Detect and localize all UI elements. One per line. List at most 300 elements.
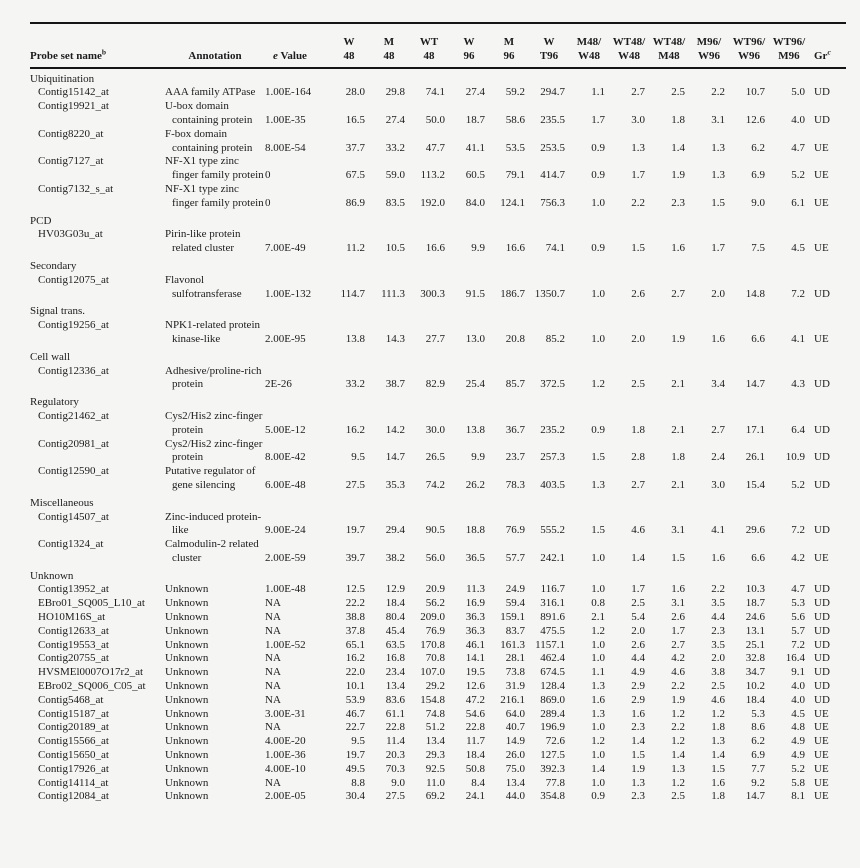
table-row [30, 694, 846, 708]
evalue-cell: 1.00E-48 [265, 583, 306, 596]
expression-value-cell: 111.3 [381, 287, 405, 300]
expression-value-cell: 14.9 [505, 735, 525, 748]
expression-value-cell: 4.0 [791, 113, 805, 126]
annotation-cell: Unknown [165, 735, 209, 748]
expression-value-cell: 18.4 [465, 749, 485, 762]
evalue-cell: 2E-26 [265, 378, 292, 391]
table-row [30, 538, 846, 566]
probe-set-name: Contig5468_at [38, 693, 104, 706]
expression-value-cell: 90.5 [425, 524, 445, 537]
expression-value-cell: 12.6 [465, 680, 485, 693]
table-row [30, 319, 846, 347]
expression-value-cell: 4.9 [791, 735, 805, 748]
probe-set-name: Contig15187_at [38, 707, 109, 720]
section-label: Unknown [30, 569, 74, 582]
expression-value-cell: 2.5 [631, 597, 645, 610]
expression-value-cell: 16.2 [345, 652, 365, 665]
expression-value-cell: 16.5 [345, 113, 365, 126]
expression-value-cell: 3.8 [711, 666, 725, 679]
expression-value-cell: 32.8 [745, 652, 765, 665]
expression-value-cell: 1.0 [591, 551, 605, 564]
expression-value-cell: 22.8 [385, 721, 405, 734]
probe-set-name: EBro02_SQ006_C05_at [38, 680, 146, 693]
table-row [30, 777, 846, 791]
expression-value-cell: 38.8 [345, 611, 365, 624]
expression-value-cell: 31.9 [505, 680, 525, 693]
annotation-cell: Unknown [165, 721, 209, 734]
expression-value-cell: 154.8 [420, 693, 445, 706]
section-row [30, 68, 846, 87]
expression-value-cell: 35.3 [385, 478, 405, 491]
expression-value-cell: 2.9 [631, 693, 645, 706]
expression-value-cell: 59.0 [385, 169, 405, 182]
section-row [30, 256, 846, 274]
expression-value-cell: 10.1 [345, 680, 365, 693]
expression-value-cell: 1.4 [631, 735, 645, 748]
expression-value-cell: 1.6 [671, 242, 685, 255]
expression-value-cell: 1.5 [671, 551, 685, 564]
expression-value-cell: 0.9 [591, 423, 605, 436]
column-header-w96: W 96 [463, 36, 475, 62]
expression-value-cell: 29.8 [385, 86, 405, 99]
expression-value-cell: 37.8 [345, 624, 365, 637]
expression-value-cell: 9.1 [791, 666, 805, 679]
expression-value-cell: 1.6 [711, 551, 725, 564]
expression-value-cell: 1.5 [631, 242, 645, 255]
group-cell: UD [814, 693, 830, 706]
group-cell: UE [814, 196, 829, 209]
evalue-cell: 0 [265, 196, 271, 209]
expression-value-cell: 2.4 [711, 451, 725, 464]
paper-table-region [30, 22, 836, 804]
expression-value-cell: 159.1 [500, 611, 525, 624]
expression-value-cell: 1.5 [591, 451, 605, 464]
expression-value-cell: 1.6 [711, 776, 725, 789]
expression-value-cell: 6.6 [751, 332, 765, 345]
expression-value-cell: 13.4 [505, 776, 525, 789]
expression-value-cell: 56.0 [425, 551, 445, 564]
section-row [30, 566, 846, 584]
expression-value-cell: 2.0 [631, 624, 645, 637]
expression-value-cell: 11.0 [426, 776, 445, 789]
section-label: Miscellaneous [30, 496, 94, 509]
expression-value-cell: 91.5 [465, 287, 485, 300]
table-row [30, 128, 846, 156]
expression-value-cell: 17.1 [745, 423, 765, 436]
expression-value-cell: 1.2 [711, 707, 725, 720]
column-header-wt96w96: WT96/ W96 [732, 36, 766, 62]
column-header-w48: W 48 [343, 36, 355, 62]
evalue-cell: NA [265, 597, 281, 610]
expression-value-cell: 161.3 [500, 638, 525, 651]
expression-value-cell: 18.8 [465, 524, 485, 537]
table-row [30, 511, 846, 539]
expression-value-cell: 114.7 [340, 287, 365, 300]
probe-set-name: Contig12075_at [38, 273, 109, 286]
expression-value-cell: 20.3 [385, 749, 405, 762]
column-header-wt48m48: WT48/ M48 [652, 36, 686, 62]
section-row [30, 347, 846, 365]
expression-value-cell: 1.7 [591, 113, 605, 126]
group-cell: UE [814, 707, 829, 720]
evalue-cell: 4.00E-20 [265, 735, 306, 748]
expression-value-cell: 11.7 [466, 735, 485, 748]
column-header-probe-set-name: Probe set name$^b$ [30, 47, 107, 62]
group-cell: UD [814, 666, 830, 679]
expression-value-cell: 9.0 [751, 196, 765, 209]
expression-value-cell: 25.4 [465, 378, 485, 391]
expression-value-cell: 64.0 [505, 707, 525, 720]
expression-value-cell: 27.5 [345, 478, 365, 491]
expression-value-cell: 76.9 [425, 624, 445, 637]
expression-value-cell: 3.5 [711, 638, 725, 651]
expression-value-cell: 39.7 [345, 551, 365, 564]
expression-value-cell: 73.8 [505, 666, 525, 679]
expression-value-cell: 59.4 [505, 597, 525, 610]
expression-value-cell: 1.3 [631, 776, 645, 789]
probe-set-name: HO10M16S_at [38, 611, 106, 624]
expression-value-cell: 60.5 [465, 169, 485, 182]
expression-value-cell: 1.3 [671, 762, 685, 775]
column-header-gr: Gr$^c$ [814, 47, 831, 62]
expression-value-cell: 1.4 [711, 749, 725, 762]
expression-value-cell: 28.0 [345, 86, 365, 99]
evalue-cell: 4.00E-10 [265, 762, 306, 775]
expression-value-cell: 70.8 [425, 652, 445, 665]
evalue-cell: 2.00E-05 [265, 790, 306, 803]
expression-value-cell: 16.6 [505, 242, 525, 255]
expression-value-cell: 1.0 [591, 196, 605, 209]
expression-value-cell: 2.9 [631, 680, 645, 693]
expression-value-cell: 10.2 [745, 680, 765, 693]
group-cell: UE [814, 332, 829, 345]
expression-value-cell: 1.6 [711, 332, 725, 345]
expression-value-cell: 6.2 [751, 141, 765, 154]
expression-value-cell: 5.4 [631, 611, 645, 624]
expression-value-cell: 2.0 [631, 332, 645, 345]
table-row [30, 790, 846, 804]
expression-value-cell: 316.1 [540, 597, 565, 610]
expression-value-cell: 34.7 [745, 666, 765, 679]
expression-value-cell: 3.1 [671, 524, 685, 537]
table-row [30, 611, 846, 625]
expression-value-cell: 59.2 [505, 86, 525, 99]
expression-value-cell: 1.3 [591, 478, 605, 491]
annotation-cell: Unknown [165, 638, 209, 651]
expression-value-cell: 2.7 [671, 638, 685, 651]
expression-value-cell: 4.6 [671, 666, 685, 679]
expression-value-cell: 113.2 [420, 169, 445, 182]
expression-value-cell: 4.2 [791, 551, 805, 564]
expression-value-cell: 2.2 [671, 680, 685, 693]
group-cell: UE [814, 551, 829, 564]
expression-value-cell: 54.6 [465, 707, 485, 720]
expression-value-cell: 9.5 [351, 735, 365, 748]
expression-value-cell: 0.9 [591, 169, 605, 182]
expression-value-cell: 74.1 [425, 86, 445, 99]
expression-value-cell: 1.5 [711, 196, 725, 209]
expression-value-cell: 53.9 [345, 693, 365, 706]
annotation-cell: Unknown [165, 790, 209, 803]
group-cell: UD [814, 624, 830, 637]
expression-value-cell: 5.6 [791, 611, 805, 624]
expression-value-cell: 0.9 [591, 790, 605, 803]
table-row [30, 183, 846, 211]
expression-value-cell: 294.7 [540, 86, 565, 99]
evalue-cell: 6.00E-48 [265, 478, 306, 491]
section-row [30, 493, 846, 511]
probe-set-name: Contig15650_at [38, 749, 109, 762]
expression-value-cell: 1.2 [671, 776, 685, 789]
expression-value-cell: 257.3 [540, 451, 565, 464]
expression-value-cell: 1.0 [591, 776, 605, 789]
expression-value-cell: 674.5 [540, 666, 565, 679]
group-cell: UE [814, 141, 829, 154]
expression-value-cell: 1.7 [671, 624, 685, 637]
expression-value-cell: 4.3 [791, 378, 805, 391]
expression-value-cell: 1.8 [631, 423, 645, 436]
probe-set-name: Contig14114_at [38, 776, 109, 789]
evalue-cell: 8.00E-54 [265, 141, 306, 154]
expression-value-cell: 1.8 [671, 451, 685, 464]
expression-value-cell: 7.2 [791, 287, 805, 300]
expression-value-cell: 26.2 [465, 478, 485, 491]
expression-value-cell: 14.7 [745, 790, 765, 803]
expression-value-cell: 13.0 [465, 332, 485, 345]
expression-value-cell: 47.2 [465, 693, 485, 706]
expression-value-cell: 4.1 [791, 332, 805, 345]
expression-value-cell: 40.7 [505, 721, 525, 734]
probe-set-name: Contig7132_s_at [38, 182, 114, 195]
group-cell: UE [814, 735, 829, 748]
evalue-cell: 1.00E-36 [265, 749, 306, 762]
expression-value-cell: 1.3 [591, 680, 605, 693]
group-cell: UE [814, 776, 829, 789]
expression-value-cell: 5.8 [791, 776, 805, 789]
expression-value-cell: 5.0 [791, 86, 805, 99]
column-header-annotation: Annotation [188, 49, 242, 62]
probe-set-name: Contig1324_at [38, 538, 104, 551]
expression-value-cell: 15.4 [745, 478, 765, 491]
expression-value-cell: 19.5 [465, 666, 485, 679]
expression-value-cell: 29.6 [745, 524, 765, 537]
expression-value-cell: 2.3 [631, 721, 645, 734]
expression-value-cell: 5.2 [791, 478, 805, 491]
expression-value-cell: 1.3 [711, 735, 725, 748]
evalue-cell: NA [265, 666, 281, 679]
expression-value-cell: 77.8 [545, 776, 565, 789]
expression-value-cell: 462.4 [540, 652, 565, 665]
expression-value-cell: 2.3 [711, 624, 725, 637]
expression-value-cell: 1.6 [591, 693, 605, 706]
column-header-m48w48: M48/ W48 [576, 36, 602, 62]
expression-value-cell: 10.9 [785, 451, 805, 464]
expression-value-cell: 19.7 [345, 524, 365, 537]
probe-set-name: HVSMEl0007O17r2_at [38, 666, 144, 679]
expression-value-cell: 2.2 [671, 721, 685, 734]
table-row [30, 465, 846, 493]
expression-value-cell: 209.0 [420, 611, 445, 624]
group-cell: UD [814, 680, 830, 693]
evalue-cell: NA [265, 693, 281, 706]
evalue-cell: NA [265, 652, 281, 665]
expression-value-cell: 116.7 [540, 583, 565, 596]
expression-value-cell: 1.2 [591, 624, 605, 637]
expression-value-cell: 4.6 [631, 524, 645, 537]
expression-value-cell: 79.1 [505, 169, 525, 182]
table-row [30, 438, 846, 466]
section-label: Cell wall [30, 350, 71, 363]
table-row [30, 228, 846, 256]
table-row [30, 735, 846, 749]
expression-value-cell: 5.7 [791, 624, 805, 637]
table-row [30, 625, 846, 639]
probe-set-name: HV03G03u_at [38, 228, 103, 241]
expression-value-cell: 29.2 [425, 680, 445, 693]
expression-value-cell: 7.2 [791, 638, 805, 651]
table-row [30, 365, 846, 393]
expression-value-cell: 2.5 [711, 680, 725, 693]
expression-value-cell: 2.6 [671, 611, 685, 624]
table-row [30, 680, 846, 694]
expression-value-cell: 6.1 [791, 196, 805, 209]
expression-value-cell: 27.4 [385, 113, 405, 126]
expression-value-cell: 7.5 [751, 242, 765, 255]
column-header-wt48: WT 48 [419, 36, 439, 62]
group-cell: UD [814, 638, 830, 651]
expression-value-cell: 4.0 [791, 693, 805, 706]
annotation-cell: Adhesive/proline-rich protein [165, 364, 262, 391]
expression-value-cell: 4.8 [791, 721, 805, 734]
expression-value-cell: 22.7 [345, 721, 365, 734]
expression-value-cell: 14.7 [385, 451, 405, 464]
expression-value-cell: 20.8 [505, 332, 525, 345]
expression-value-cell: 354.8 [540, 790, 565, 803]
expression-value-cell: 27.4 [465, 86, 485, 99]
evalue-cell: 9.00E-24 [265, 524, 306, 537]
expression-value-cell: 2.1 [671, 378, 685, 391]
expression-value-cell: 186.7 [500, 287, 525, 300]
annotation-cell: Zinc-induced protein- like [165, 510, 262, 537]
expression-value-cell: 57.7 [505, 551, 525, 564]
annotation-cell: Unknown [165, 652, 209, 665]
evalue-cell: 5.00E-12 [265, 423, 306, 436]
table-header [30, 23, 846, 68]
table-row [30, 155, 846, 183]
expression-value-cell: 2.6 [631, 287, 645, 300]
evalue-cell: 1.00E-132 [265, 287, 312, 300]
expression-value-cell: 27.7 [425, 332, 445, 345]
column-header-wt96m96: WT96/ M96 [772, 36, 806, 62]
expression-value-cell: 78.3 [505, 478, 525, 491]
table-row [30, 708, 846, 722]
expression-value-cell: 84.0 [465, 196, 485, 209]
expression-value-cell: 4.9 [631, 666, 645, 679]
expression-value-cell: 8.4 [471, 776, 485, 789]
section-row [30, 392, 846, 410]
expression-value-cell: 3.1 [671, 597, 685, 610]
evalue-cell: NA [265, 611, 281, 624]
evalue-cell: 8.00E-42 [265, 451, 306, 464]
expression-value-cell: 24.9 [505, 583, 525, 596]
group-cell: UD [814, 113, 830, 126]
expression-value-cell: 2.1 [671, 478, 685, 491]
expression-value-cell: 12.6 [745, 113, 765, 126]
expression-value-cell: 4.4 [631, 652, 645, 665]
section-label: PCD [30, 214, 52, 227]
expression-value-cell: 4.1 [711, 524, 725, 537]
group-cell: UD [814, 611, 830, 624]
expression-value-cell: 74.1 [545, 242, 565, 255]
expression-value-cell: 18.4 [385, 597, 405, 610]
expression-value-cell: 2.1 [591, 611, 605, 624]
expression-value-cell: 22.2 [345, 597, 365, 610]
expression-value-cell: 128.4 [540, 680, 565, 693]
annotation-cell: Putative regulator of gene silencing [165, 465, 256, 491]
expression-value-cell: 13.8 [465, 423, 485, 436]
expression-value-cell: 1.9 [631, 762, 645, 775]
group-cell: UD [814, 378, 830, 391]
group-cell: UE [814, 721, 829, 734]
expression-value-cell: 74.2 [425, 478, 445, 491]
expression-value-cell: 1.2 [591, 378, 605, 391]
column-header-wt48w48: WT48/ W48 [612, 36, 646, 62]
expression-value-cell: 7.7 [751, 762, 765, 775]
probe-set-name: Contig12633_at [38, 624, 109, 637]
expression-value-cell: 1.5 [591, 524, 605, 537]
expression-value-cell: 2.5 [671, 86, 685, 99]
expression-value-cell: 26.5 [425, 451, 445, 464]
expression-value-cell: 4.5 [791, 707, 805, 720]
expression-value-cell: 1.9 [671, 693, 685, 706]
expression-value-cell: 85.7 [505, 378, 525, 391]
expression-value-cell: 70.3 [385, 762, 405, 775]
expression-value-cell: 6.2 [751, 735, 765, 748]
expression-value-cell: 555.2 [540, 524, 565, 537]
expression-value-cell: 4.0 [791, 680, 805, 693]
column-header-e-value: e Value [273, 49, 307, 62]
expression-value-cell: 0.8 [591, 597, 605, 610]
expression-value-cell: 1.1 [591, 666, 605, 679]
group-cell: UD [814, 451, 830, 464]
evalue-cell: 1.00E-35 [265, 113, 306, 126]
expression-value-cell: 5.2 [791, 762, 805, 775]
annotation-cell: NF-X1 type zinc finger family protein [165, 182, 264, 209]
expression-value-cell: 403.5 [540, 478, 565, 491]
table-row [30, 274, 846, 302]
expression-value-cell: 36.3 [465, 611, 485, 624]
annotation-cell: Flavonol sulfotransferase [165, 273, 242, 300]
expression-value-cell: 1.2 [591, 735, 605, 748]
probe-set-name: Contig15566_at [38, 735, 109, 748]
expression-value-cell: 14.7 [745, 378, 765, 391]
table-row [30, 86, 846, 100]
expression-value-cell: 13.1 [745, 624, 765, 637]
expression-value-cell: 16.2 [345, 423, 365, 436]
expression-value-cell: 2.7 [631, 86, 645, 99]
expression-value-cell: 8.6 [751, 721, 765, 734]
expression-value-cell: 16.4 [785, 652, 805, 665]
expression-value-cell: 1.0 [591, 287, 605, 300]
expression-value-cell: 1.4 [671, 749, 685, 762]
annotation-cell: Calmodulin-2 related cluster [165, 538, 259, 564]
expression-value-cell: 18.4 [745, 693, 765, 706]
probe-set-name: Contig21462_at [38, 409, 109, 422]
table-row [30, 749, 846, 763]
annotation-cell: Unknown [165, 776, 209, 789]
expression-value-cell: 13.4 [425, 735, 445, 748]
expression-value-cell: 242.1 [540, 551, 565, 564]
